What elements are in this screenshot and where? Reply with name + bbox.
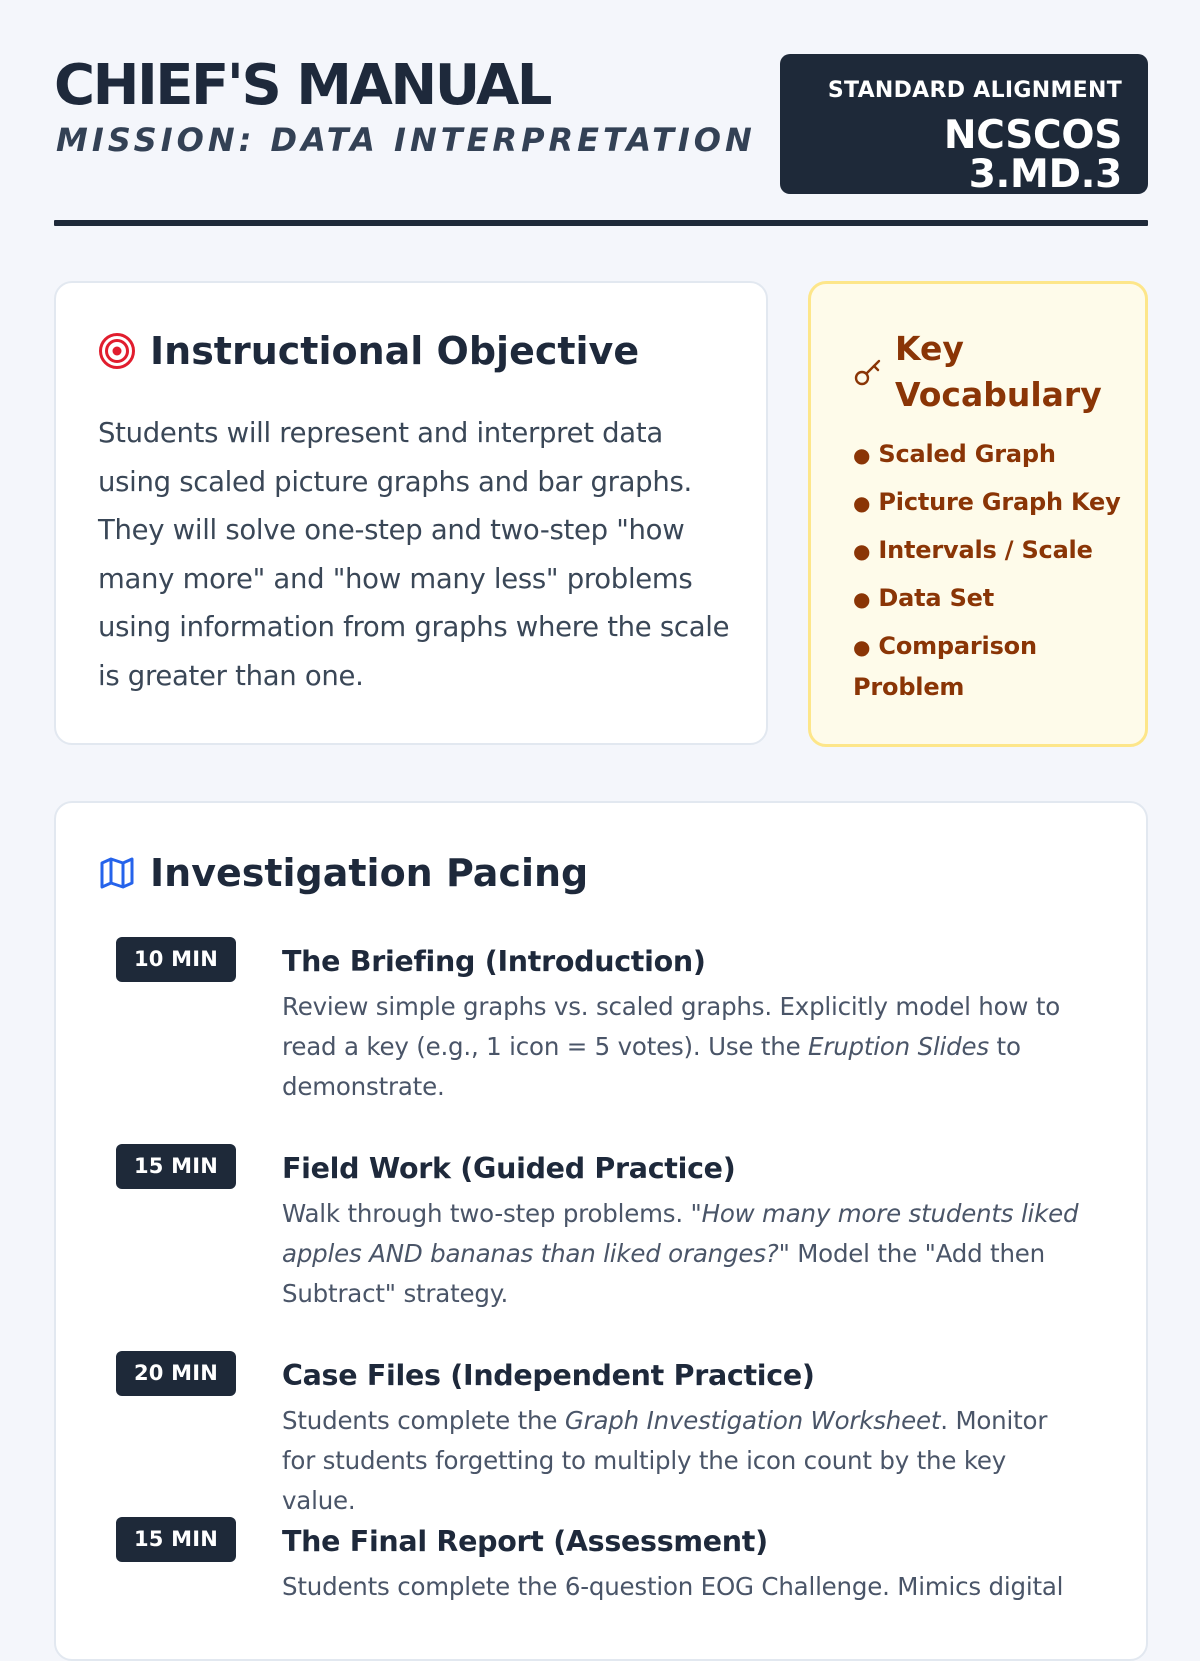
page-subtitle: MISSION: DATA INTERPRETATION — [56, 121, 756, 159]
step-title: Case Files (Independent Practice) — [282, 1359, 815, 1392]
standard-alignment-value: NCSCOS 3.MD.3 — [943, 113, 1122, 197]
vocabulary-item: ● Intervals / Scale — [853, 536, 1093, 564]
vocabulary-item: ● Picture Graph Key — [853, 488, 1121, 516]
step-title: The Briefing (Introduction) — [282, 945, 706, 978]
vocabulary-card — [808, 281, 1148, 747]
duration-badge: 10 MIN — [116, 937, 236, 982]
step-title: The Final Report (Assessment) — [282, 1525, 768, 1558]
duration-badge: 15 MIN — [116, 1517, 236, 1562]
page-title: CHIEF'S MANUAL — [54, 53, 550, 118]
step-title: Field Work (Guided Practice) — [282, 1152, 736, 1185]
vocabulary-item: ● Comparison Problem — [853, 632, 1037, 701]
pacing-card — [54, 801, 1148, 1661]
step-description: Walk through two-step problems. "How many more students liked apples AND bananas than liked oranges?" Model the "Add then Subtract" strategy. — [282, 1199, 1079, 1308]
step-description: Students complete the 6-question EOG Challenge. Mimics digital — [282, 1572, 1064, 1601]
pacing-title: Investigation Pacing — [150, 851, 589, 895]
vocabulary-list — [853, 434, 1125, 714]
page-header — [54, 52, 1148, 197]
target-icon — [98, 332, 136, 370]
objective-text: Students will represent and interpret data using scaled picture graphs and bar graphs. They will solve one-step and two-step "how many more" and "how many less" problems using information from graphs where the scale is greater than one. — [98, 417, 730, 692]
header-divider — [54, 220, 1148, 226]
key-icon — [853, 357, 883, 387]
pacing-heading — [98, 851, 588, 895]
map-icon — [98, 854, 136, 892]
step-description: Students complete the Graph Investigation Worksheet. Monitor for students forgetting to multiply the icon count by the key value. — [282, 1406, 1048, 1515]
step-description: Review simple graphs vs. scaled graphs. Explicitly model how to read a key (e.g., 1 icon = 5 votes). Use the Eruption Slides to demonstrate. — [282, 992, 1061, 1101]
vocabulary-heading — [853, 326, 1105, 418]
vocabulary-item: ● Data Set — [853, 584, 994, 612]
objective-heading — [98, 329, 639, 373]
duration-badge: 20 MIN — [116, 1351, 236, 1396]
vocabulary-item: ● Scaled Graph — [853, 440, 1056, 468]
duration-badge: 15 MIN — [116, 1144, 236, 1189]
standard-alignment-badge — [780, 54, 1148, 197]
standard-alignment-label: STANDARD ALIGNMENT — [827, 78, 1122, 103]
objective-title: Instructional Objective — [150, 329, 640, 373]
vocabulary-title: Key Vocabulary — [895, 329, 1102, 414]
objective-card — [54, 281, 768, 745]
